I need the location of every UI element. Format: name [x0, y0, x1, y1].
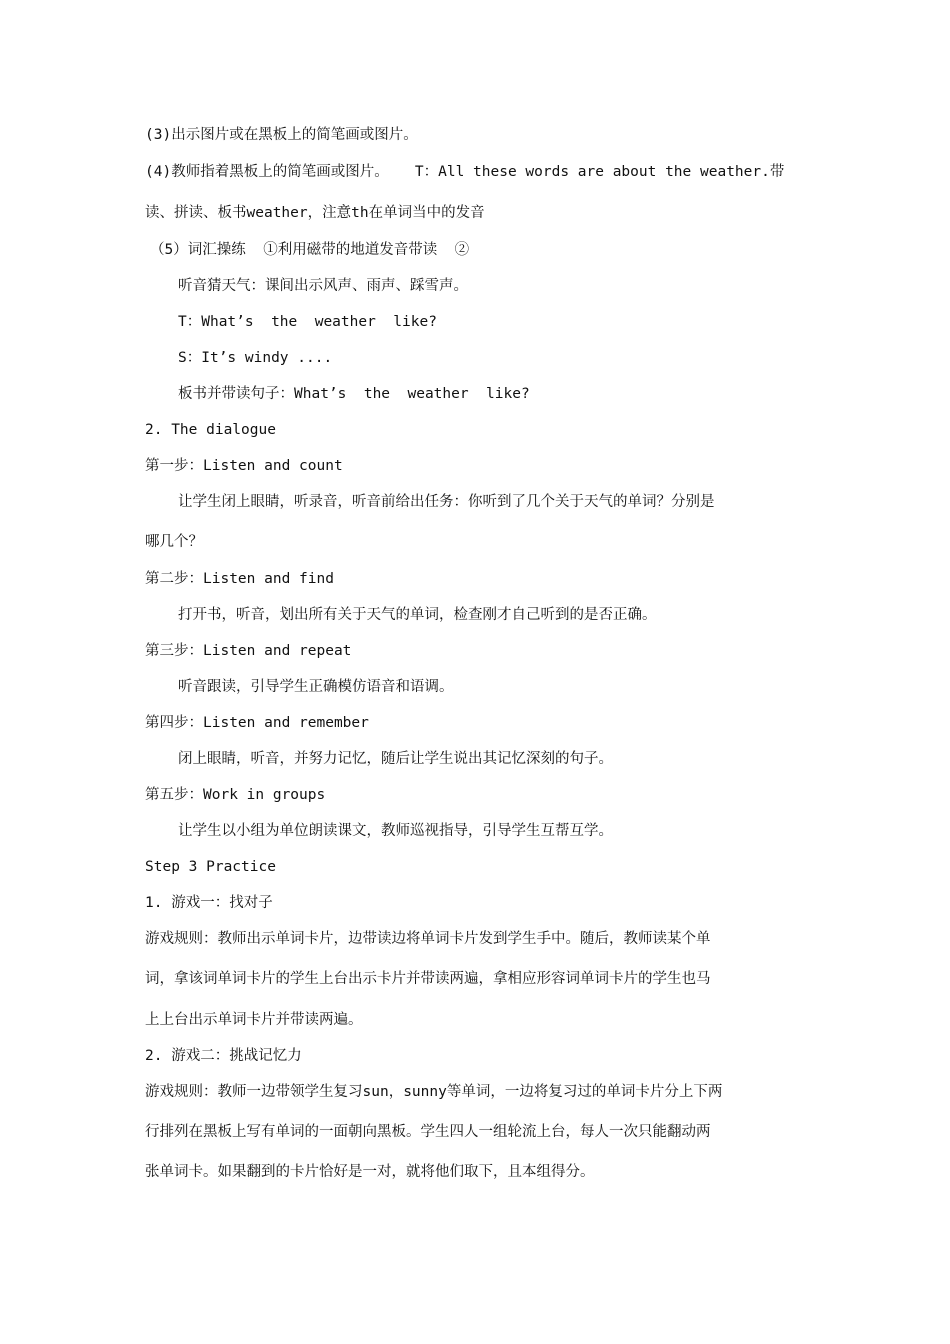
text-line: 2. 游戏二：挑战记忆力: [145, 1048, 302, 1064]
text-line: 第二步：Listen and find: [145, 571, 334, 587]
text-line: (4)教师指着黑板上的简笔画或图片。 T：All these words are about the weather.带: [145, 164, 785, 180]
text-line: （5）词汇操练 ①利用磁带的地道发音带读 ②: [150, 242, 470, 258]
text-line: 行排列在黑板上写有单词的一面朝向黑板。学生四人一组轮流上台，每人一次只能翻动两: [145, 1124, 711, 1140]
text-line: 第五步：Work in groups: [145, 787, 326, 803]
text-line: 听音猜天气：课间出示风声、雨声、踩雪声。: [178, 278, 468, 294]
text-line: 闭上眼睛，听音，并努力记忆，随后让学生说出其记忆深刻的句子。: [178, 751, 613, 767]
text-line: 第四步：Listen and remember: [145, 715, 369, 731]
text-line: 第三步：Listen and repeat: [145, 643, 352, 659]
text-line: 哪几个？: [145, 534, 203, 550]
text-line: S：It’s windy ....: [178, 350, 333, 366]
text-line: 游戏规则：教师一边带领学生复习sun，sunny等单词，一边将复习过的单词卡片分上下两: [145, 1084, 723, 1100]
text-line: Step 3 Practice: [145, 859, 276, 875]
text-line: 上上台出示单词卡片并带读两遍。: [145, 1012, 363, 1028]
text-line: 游戏规则：教师出示单词卡片，边带读边将单词卡片发到学生手中。随后，教师读某个单: [145, 931, 711, 947]
text-line: 读、拼读、板书weather，注意th在单词当中的发音: [145, 205, 485, 221]
text-line: 板书并带读句子：What’s the weather like?: [178, 386, 530, 402]
text-line: T：What’s the weather like?: [178, 314, 437, 330]
text-line: 张单词卡。如果翻到的卡片恰好是一对，就将他们取下，且本组得分。: [145, 1164, 595, 1180]
text-line: (3)出示图片或在黑板上的简笔画或图片。: [145, 127, 418, 143]
text-line: 让学生以小组为单位朗读课文，教师巡视指导，引导学生互帮互学。: [178, 823, 613, 839]
text-line: 1. 游戏一：找对子: [145, 895, 273, 911]
text-line: 让学生闭上眼睛，听录音，听音前给出任务：你听到了几个关于天气的单词？分别是: [178, 494, 715, 510]
text-line: 第一步：Listen and count: [145, 458, 343, 474]
text-line: 听音跟读，引导学生正确模仿语音和语调。: [178, 679, 454, 695]
text-line: 词，拿该词单词卡片的学生上台出示卡片并带读两遍，拿相应形容词单词卡片的学生也马: [145, 971, 711, 987]
text-line: 2. The dialogue: [145, 422, 276, 438]
text-line: 打开书，听音，划出所有关于天气的单词，检查刚才自己听到的是否正确。: [178, 607, 657, 623]
